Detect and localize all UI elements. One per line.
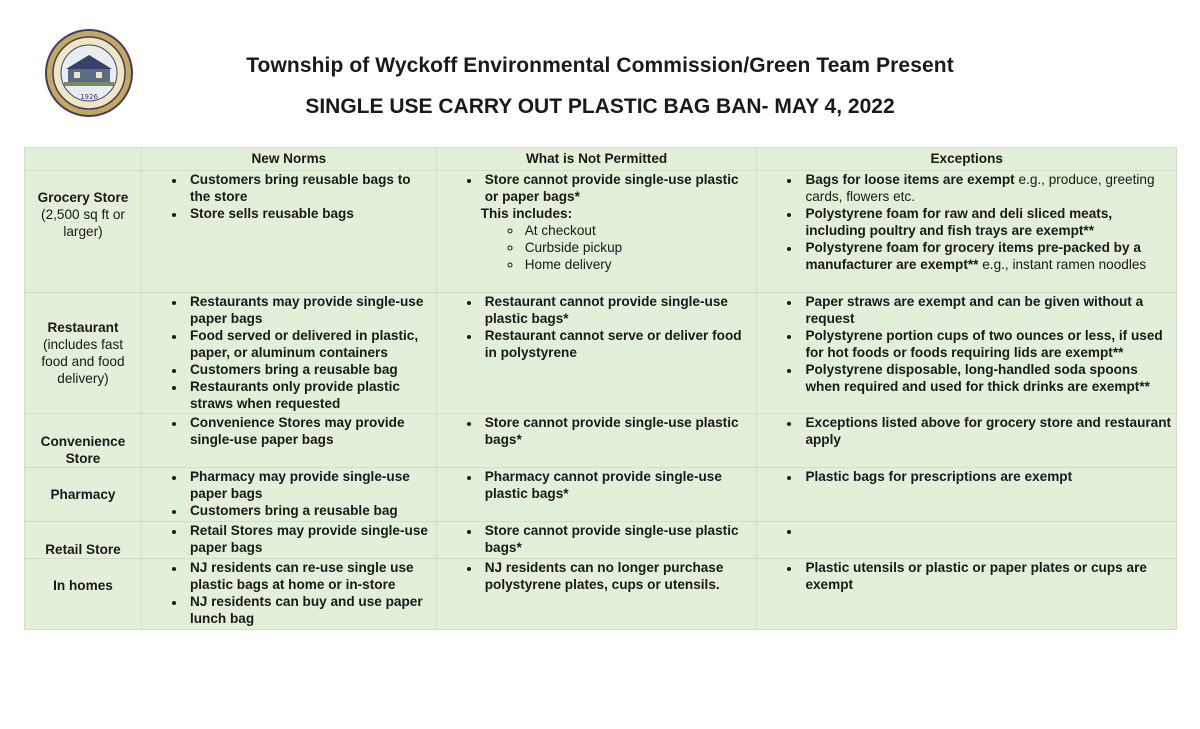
list-item: • Restaurant cannot provide single-use plastic bags*	[481, 293, 753, 327]
column-header-exceptions: Exceptions	[757, 148, 1177, 171]
exception-normal-text: e.g., produce, greeting cards, flowers etc.	[805, 172, 1155, 204]
list-item: • Food served or delivered in plastic, paper, or aluminum containers	[186, 327, 432, 361]
column-header-not-permitted: What is Not Permitted	[436, 148, 757, 171]
list-item: • Retail Stores may provide single-use paper bags	[186, 522, 432, 556]
list-item: ◦ At checkout	[523, 222, 757, 239]
list-item: ◦ Home delivery	[523, 256, 757, 273]
new-norms-cell	[141, 468, 436, 522]
category-name: Convenience Store	[40, 434, 126, 466]
exceptions-cell	[757, 414, 1177, 468]
list-item	[801, 171, 1172, 205]
list-item: • Polystyrene disposable, long-handled soda spoons when required and used for thick drinks are exempt**	[801, 361, 1172, 395]
new-norms-cell	[141, 414, 436, 468]
list-item	[801, 205, 1172, 239]
exception-normal-text: e.g., instant ramen noodles	[978, 257, 1147, 272]
not-permitted-cell	[436, 559, 757, 630]
category-note: (includes fast food and food delivery)	[41, 337, 125, 386]
list-item	[801, 239, 1172, 273]
exception-bold-text: Bags for loose items are exempt	[805, 172, 1015, 187]
category-cell	[25, 293, 142, 414]
table-row	[25, 468, 1177, 522]
list-item: • Convenience Stores may provide single-use paper bags	[186, 414, 432, 448]
list-item: ◦ Curbside pickup	[523, 239, 757, 256]
category-name: Restaurant	[47, 320, 119, 335]
list-item: • Pharmacy cannot provide single-use plastic bags*	[481, 468, 753, 502]
table-header-row	[25, 148, 1177, 171]
category-name: In homes	[53, 578, 113, 593]
list-item: • Store sells reusable bags	[186, 205, 432, 222]
category-name: Retail Store	[45, 542, 121, 557]
list-item: • Store cannot provide single-use plastic or paper bags*	[481, 171, 753, 205]
category-name: Grocery Store	[37, 190, 129, 205]
list-item: • Customers bring reusable bags to the store	[186, 171, 432, 205]
list-item: • Restaurant cannot serve or deliver food in polystyrene	[481, 327, 753, 361]
table-row	[25, 414, 1177, 468]
list-item: • Paper straws are exempt and can be given without a request	[801, 293, 1172, 327]
column-header-category	[25, 148, 142, 171]
list-item: • Polystyrene portion cups of two ounces or less, if used for hot foods or foods requiring lids are exempt**	[801, 327, 1172, 361]
list-item: • NJ residents can no longer purchase polystyrene plates, cups or utensils.	[481, 559, 753, 593]
list-item: • Pharmacy may provide single-use paper bags	[186, 468, 432, 502]
new-norms-cell	[141, 559, 436, 630]
list-item	[801, 522, 1172, 539]
list-item: • NJ residents can re-use single use plastic bags at home or in-store	[186, 559, 432, 593]
list-item: • Exceptions listed above for grocery store and restaurant apply	[801, 414, 1172, 448]
not-permitted-cell	[436, 522, 757, 559]
bag-ban-table	[24, 147, 1177, 630]
category-cell	[25, 559, 142, 630]
list-item: • Restaurants may provide single-use paper bags	[186, 293, 432, 327]
page-title: Township of Wyckoff Environmental Commission/Green Team Present	[246, 54, 954, 77]
new-norms-cell	[141, 171, 436, 293]
list-item: • NJ residents can buy and use paper lunch bag	[186, 593, 432, 627]
new-norms-cell	[141, 293, 436, 414]
exceptions-cell	[757, 468, 1177, 522]
not-permitted-cell	[436, 414, 757, 468]
table-row	[25, 293, 1177, 414]
not-permitted-cell	[436, 468, 757, 522]
list-item: • Store cannot provide single-use plastic bags*	[481, 522, 753, 556]
includes-label: This includes:	[480, 206, 573, 221]
category-name: Pharmacy	[50, 487, 116, 502]
list-item: • Plastic bags for prescriptions are exempt	[801, 468, 1172, 485]
exceptions-cell	[757, 171, 1177, 293]
category-note: (2,500 sq ft or larger)	[41, 207, 125, 239]
list-item: • Plastic utensils or plastic or paper plates or cups are exempt	[801, 559, 1172, 593]
not-permitted-cell	[436, 171, 757, 293]
list-item: • Store cannot provide single-use plastic bags*	[481, 414, 753, 448]
list-item: • Customers bring a reusable bag	[186, 361, 432, 378]
seal-year: 1926	[80, 93, 98, 101]
category-cell	[25, 468, 142, 522]
list-item: • Customers bring a reusable bag	[186, 502, 432, 519]
list-item: • Restaurants only provide plastic straws when requested	[186, 378, 432, 412]
category-cell	[25, 522, 142, 559]
page-subtitle: SINGLE USE CARRY OUT PLASTIC BAG BAN- MAY 4, 2022	[305, 95, 895, 118]
exceptions-cell	[757, 522, 1177, 559]
exceptions-cell	[757, 293, 1177, 414]
exception-bold-text: Polystyrene foam for grocery items pre-packed by a manufacturer are exempt**	[805, 240, 1141, 272]
column-header-new-norms: New Norms	[141, 148, 436, 171]
exception-bold-text: Polystyrene foam for raw and deli sliced meats, including poultry and fish trays are exempt**	[805, 206, 1113, 238]
exceptions-cell	[757, 559, 1177, 630]
category-cell	[25, 414, 142, 468]
table-row	[25, 171, 1177, 293]
table-row	[25, 522, 1177, 559]
new-norms-cell	[141, 522, 436, 559]
category-cell	[25, 171, 142, 293]
not-permitted-cell	[436, 293, 757, 414]
table-row	[25, 559, 1177, 630]
